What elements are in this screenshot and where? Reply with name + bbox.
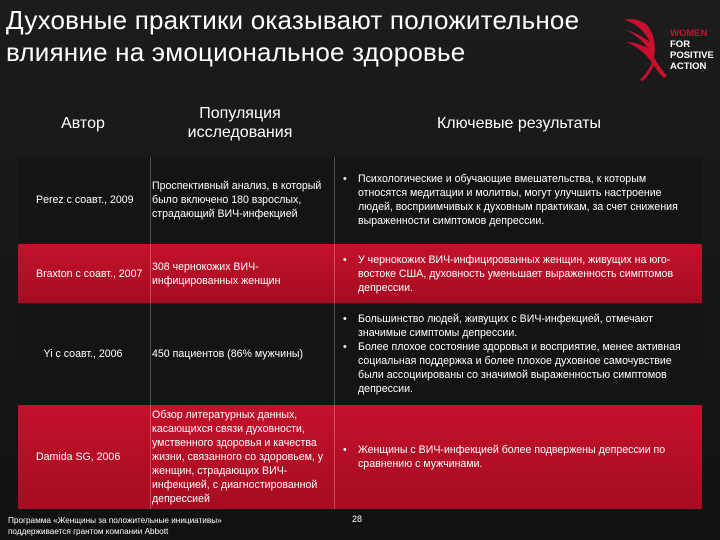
header-population-line-1: Популяция [199, 105, 281, 122]
result-bullet: • Психологические и обучающие вмешательства, к которым относятся медитации и молитвы, могут улучшить настроение людей, восприимчивых к духовным практикам, за счет снижения выраженности симптомов депрессии. [336, 172, 696, 228]
cell-results [336, 157, 696, 242]
title-line-2: влияние на эмоциональное здоровье [6, 37, 466, 67]
logo-word-women: WOMEN [670, 28, 708, 39]
cell-author: Damida SG, 2006 [36, 451, 121, 463]
table-row [18, 157, 702, 242]
logo-word-action: ACTION [670, 61, 707, 72]
cell-results [336, 405, 696, 509]
header-population [150, 92, 330, 154]
cell-population: Обзор литературных данных, касающихся связи духовности, умственного здоровья и качества жизни, связанного со здоровьем, у женщин, страдающих ВИЧ-инфекцией, с диагностированной депрессией [152, 409, 324, 505]
cell-results [336, 305, 696, 403]
footer-line-2: поддерживается грантом компании Abbott [8, 526, 169, 536]
cell-population: 308 чернокожих ВИЧ-инфицированных женщин [152, 260, 281, 287]
cell-results [336, 244, 696, 303]
cell-author: Perez с соавт., 2009 [36, 193, 134, 206]
results-table [18, 92, 702, 505]
title-line-1: Духовные практики оказывают положительное [6, 5, 580, 35]
result-bullet: • Более плохое состояние здоровья и восприятие, менее активная социальная поддержка и более плохое духовное самочувствие были ассоциированы со значимой выраженностью симптомов депрессии. [336, 340, 696, 396]
column-divider [334, 157, 335, 509]
table-row [18, 305, 702, 403]
cell-population: 450 пациентов (86% мужчины) [152, 348, 304, 360]
column-divider [150, 157, 151, 509]
footer-line-1: Программа «Женщины за положительные инициативы» [8, 516, 222, 525]
header-results: Ключевые результаты [436, 114, 602, 132]
table-row [18, 405, 702, 509]
header-population-line-2: исследования [187, 124, 293, 141]
result-bullet: • Большинство людей, живущих с ВИЧ-инфекцией, отмечают значимые симптомы депрессии. [336, 312, 696, 340]
result-bullet: • Женщины с ВИЧ-инфекцией более подвержены депрессии по сравнению с мужчинами. [336, 443, 696, 471]
cell-author: Braxton с соавт., 2007 [36, 267, 143, 280]
footer-note [8, 516, 222, 537]
cell-population: Проспективный анализ, в который было включено 180 взрослых, страдающий ВИЧ-инфекцией [152, 179, 322, 220]
wpa-logo [618, 14, 718, 84]
logo-word-positive: POSITIVE [670, 50, 714, 61]
cell-author: Yi с соавт., 2006 [43, 348, 123, 360]
table-row [18, 244, 702, 303]
slide-title [6, 4, 606, 68]
header-author: Автор [61, 114, 105, 132]
logo-text [670, 28, 714, 72]
result-bullet: • У чернокожих ВИЧ-инфицированных женщин, живущих на юго-востоке США, духовность уменьшает выраженность симптомов депрессии. [336, 253, 696, 295]
wing-logo-icon [620, 14, 670, 82]
table-header [18, 92, 702, 154]
logo-word-for: FOR [670, 39, 691, 50]
page-number: 28 [352, 514, 363, 524]
